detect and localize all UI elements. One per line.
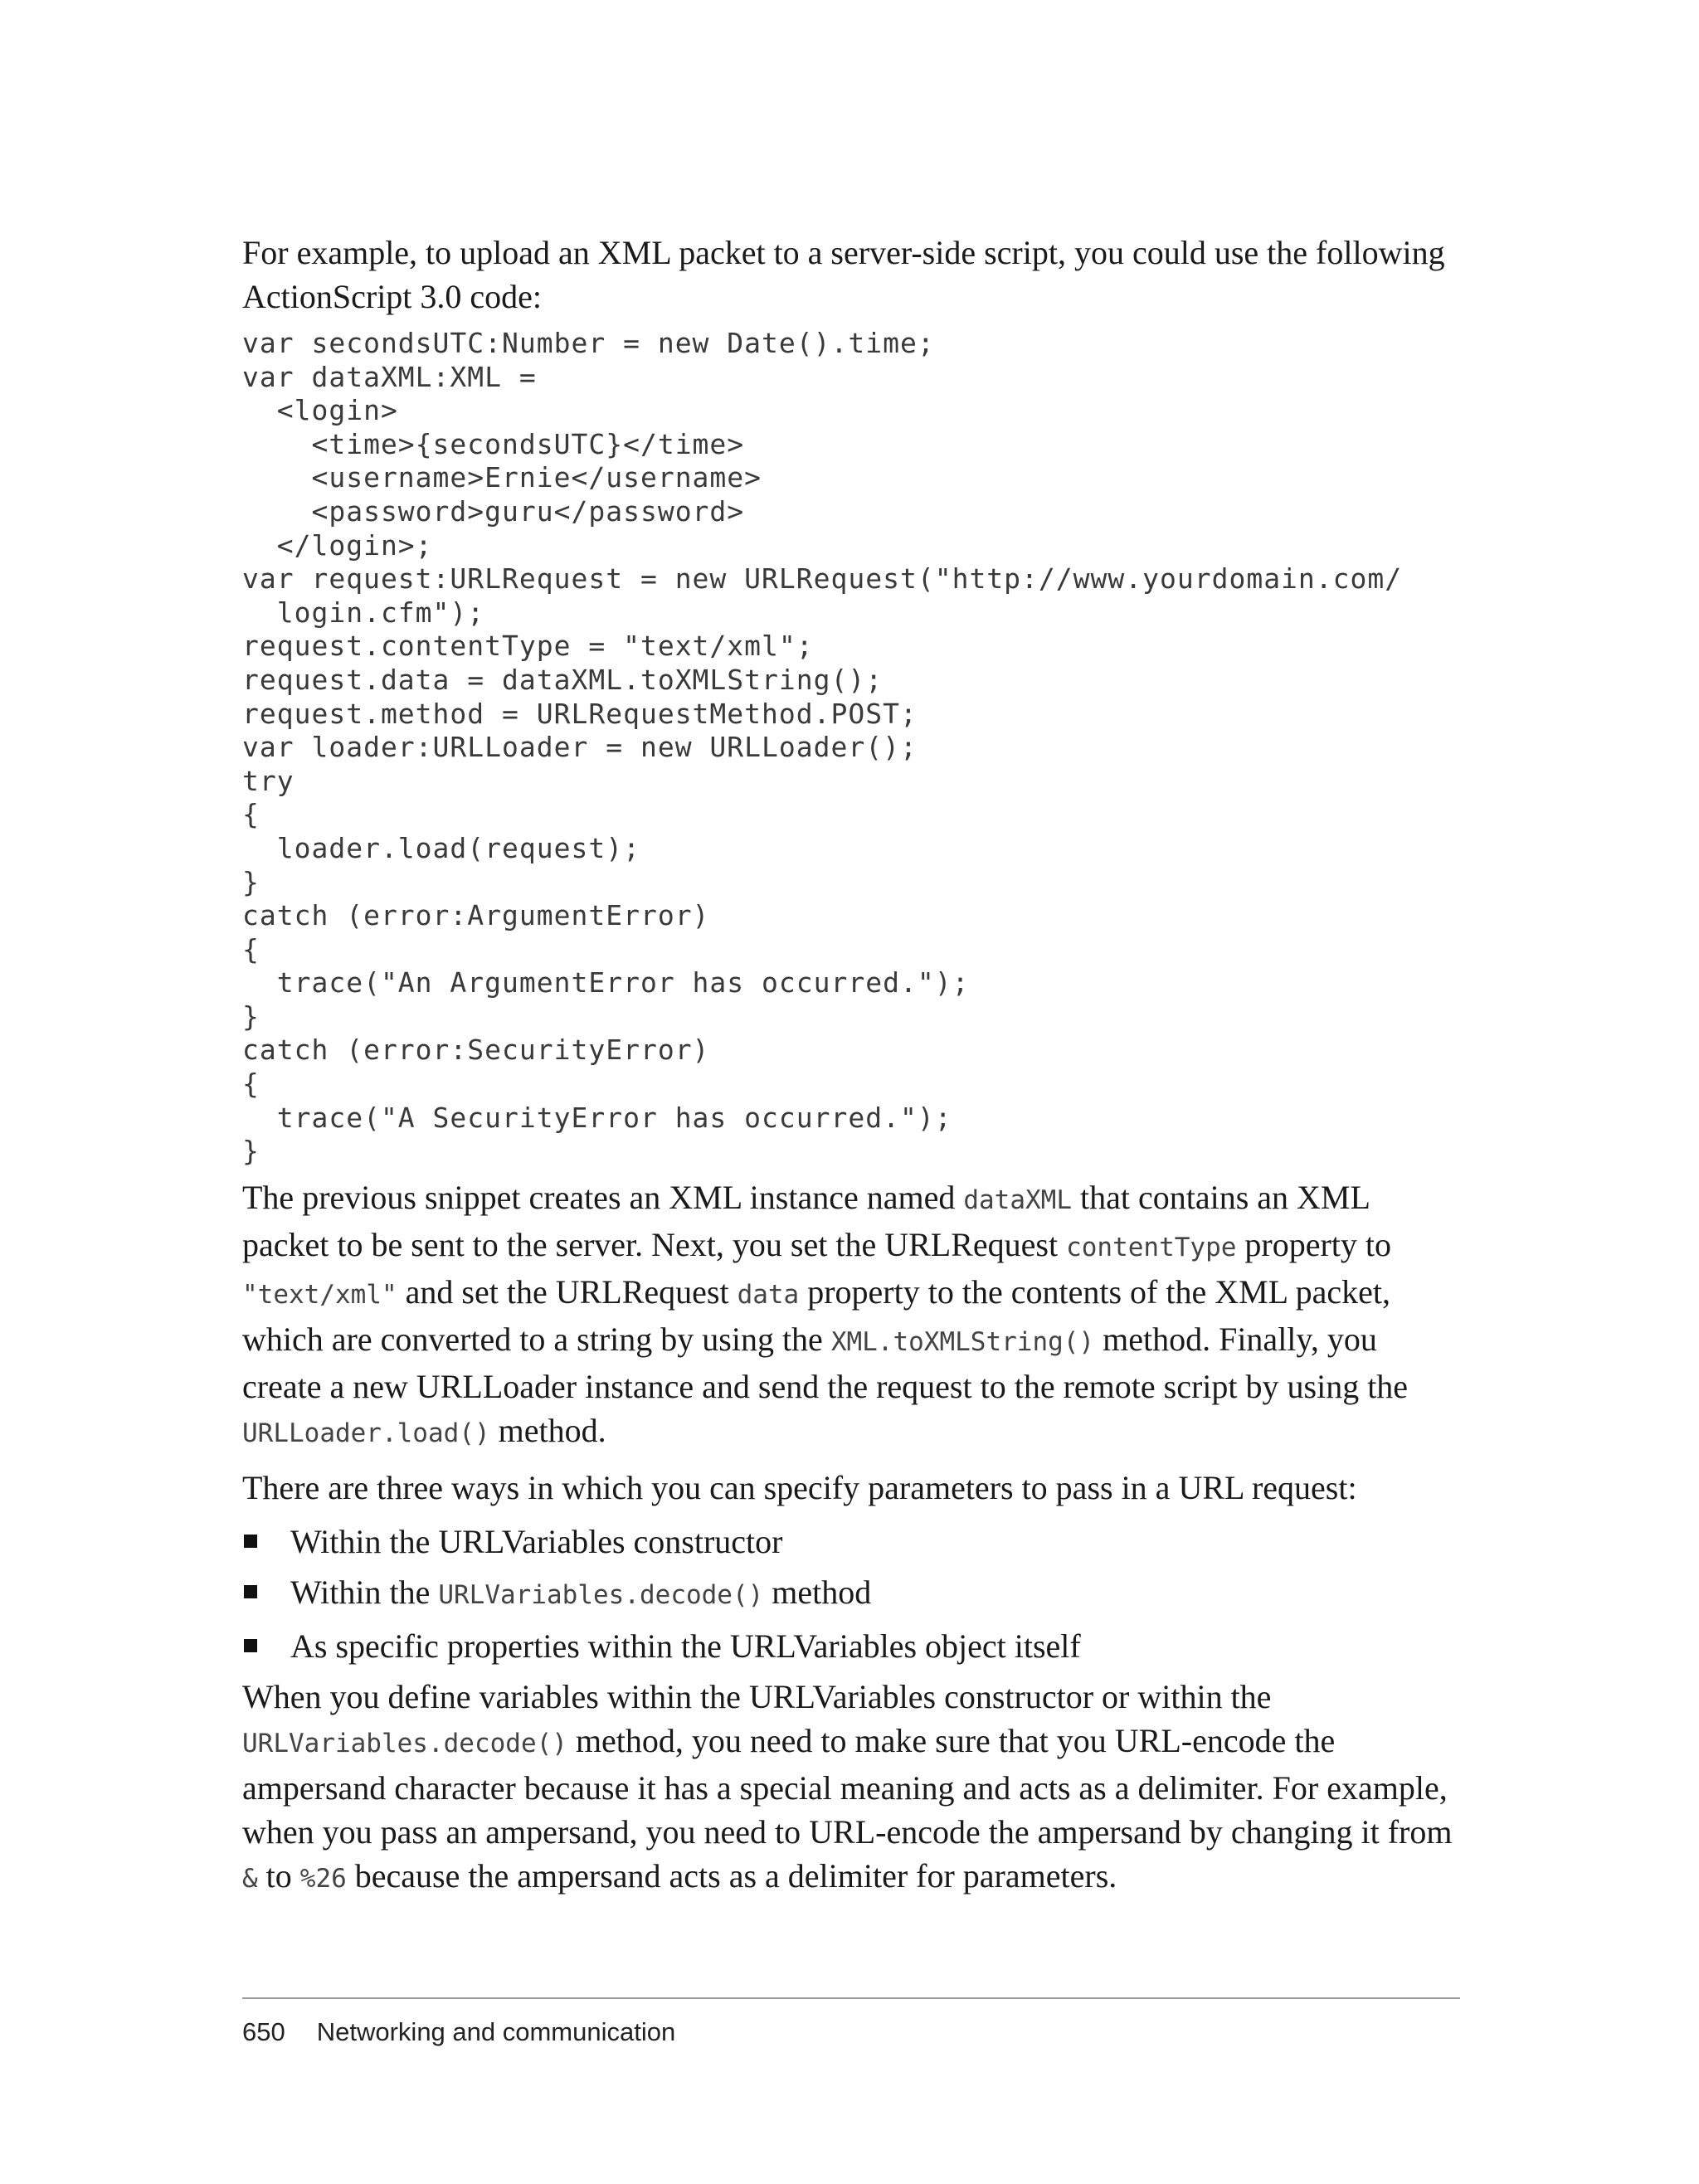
text-run: and set the URLRequest (397, 1272, 738, 1311)
explanation-paragraph (242, 1175, 1460, 1456)
code-line: catch (error:ArgumentError) (242, 899, 710, 932)
inline-code: dataXML (963, 1184, 1072, 1215)
list-item-text: Within the URLVariables constructor (290, 1522, 783, 1560)
code-line: var request:URLRequest = new URLRequest("http://www.yourdomain.com/ (242, 562, 1403, 596)
square-bullet-icon (244, 1585, 257, 1598)
code-line: var loader:URLLoader = new URLLoader(); (242, 731, 918, 764)
code-line: <password>guru</password> (242, 494, 745, 528)
encoding-paragraph (242, 1675, 1460, 1901)
text-run: property to the contents of the XML packet, which are converted to a string by using the (242, 1272, 1390, 1358)
footer-section-title: Networking and communication (316, 2017, 676, 2046)
inline-code: XML.toXMLString() (830, 1326, 1095, 1357)
code-line: { (242, 932, 260, 966)
page-footer (242, 2017, 675, 2047)
list-item-text: method (763, 1573, 872, 1611)
code-line: try (242, 764, 295, 797)
page-content (242, 231, 1460, 1901)
bullet-list (242, 1520, 1460, 1668)
text-run: to (257, 1856, 300, 1895)
text-run: that contains an XML packet to be sent to the server. Next, you set the URLRequest (242, 1178, 1370, 1263)
list-item (242, 1520, 1460, 1564)
footer-divider (242, 1997, 1460, 1999)
code-line: { (242, 798, 260, 831)
list-item (242, 1624, 1460, 1668)
list-item-text: As specific properties within the URLVariables object itself (290, 1627, 1081, 1665)
text-run: The previous snippet creates an XML instance named (242, 1178, 964, 1216)
code-line: <time>{secondsUTC}</time> (242, 427, 745, 460)
text-run: method. (489, 1411, 606, 1449)
square-bullet-icon (244, 1639, 257, 1652)
code-line: { (242, 1068, 260, 1101)
text-run: because the ampersand acts as a delimiter for parameters. (346, 1856, 1117, 1895)
text-run: method, you need to make sure that you URL-encode the ampersand character because it has a special meaning and acts as a delimiter. For example, when you pass an ampersand, you need to URL-encode the ampersand by changing it from (242, 1721, 1453, 1851)
code-line: </login>; (242, 528, 433, 562)
code-line: } (242, 1000, 260, 1033)
inline-code: "text/xml" (242, 1279, 397, 1310)
list-item (242, 1570, 1460, 1617)
code-line: var secondsUTC:Number = new Date().time; (242, 327, 935, 359)
code-block (242, 327, 1460, 1169)
code-line: <username>Ernie</username> (242, 461, 762, 494)
text-run: method. Finally, you create a new URLLoader instance and send the request to the remote script by using the (242, 1320, 1409, 1405)
square-bullet-icon (244, 1535, 257, 1548)
code-line: } (242, 865, 260, 898)
code-line: catch (error:SecurityError) (242, 1034, 710, 1067)
text-run: When you define variables within the URLVariables constructor or within the (242, 1677, 1272, 1715)
page-number: 650 (242, 2017, 285, 2046)
inline-code: contentType (1066, 1232, 1237, 1262)
code-line: trace("A SecurityError has occurred."); (242, 1101, 952, 1134)
code-line: request.method = URLRequestMethod.POST; (242, 697, 918, 730)
intro-paragraph: For example, to upload an XML packet to a server-side script, you could use the following ActionScript 3.0 code: (242, 234, 1445, 315)
inline-code: URLVariables.decode() (242, 1728, 567, 1758)
inline-code: URLLoader.load() (242, 1418, 490, 1448)
code-line: request.data = dataXML.toXMLString(); (242, 663, 884, 696)
code-line: trace("An ArgumentError has occurred."); (242, 966, 970, 1000)
code-line: login.cfm"); (242, 596, 485, 629)
code-line: <login> (242, 394, 398, 427)
text-run: property to (1236, 1225, 1392, 1263)
list-item-text: Within the (290, 1573, 439, 1611)
code-line: var dataXML:XML = (242, 360, 537, 393)
inline-code: & (242, 1863, 258, 1894)
parameters-intro-paragraph: There are three ways in which you can specify parameters to pass in a URL request: (242, 1468, 1357, 1506)
inline-code: data (737, 1279, 800, 1310)
code-line: loader.load(request); (242, 831, 640, 864)
inline-code: URLVariables.decode() (438, 1579, 764, 1610)
inline-code: %26 (299, 1863, 347, 1894)
code-line: request.contentType = "text/xml"; (242, 630, 814, 663)
code-line: } (242, 1135, 260, 1168)
